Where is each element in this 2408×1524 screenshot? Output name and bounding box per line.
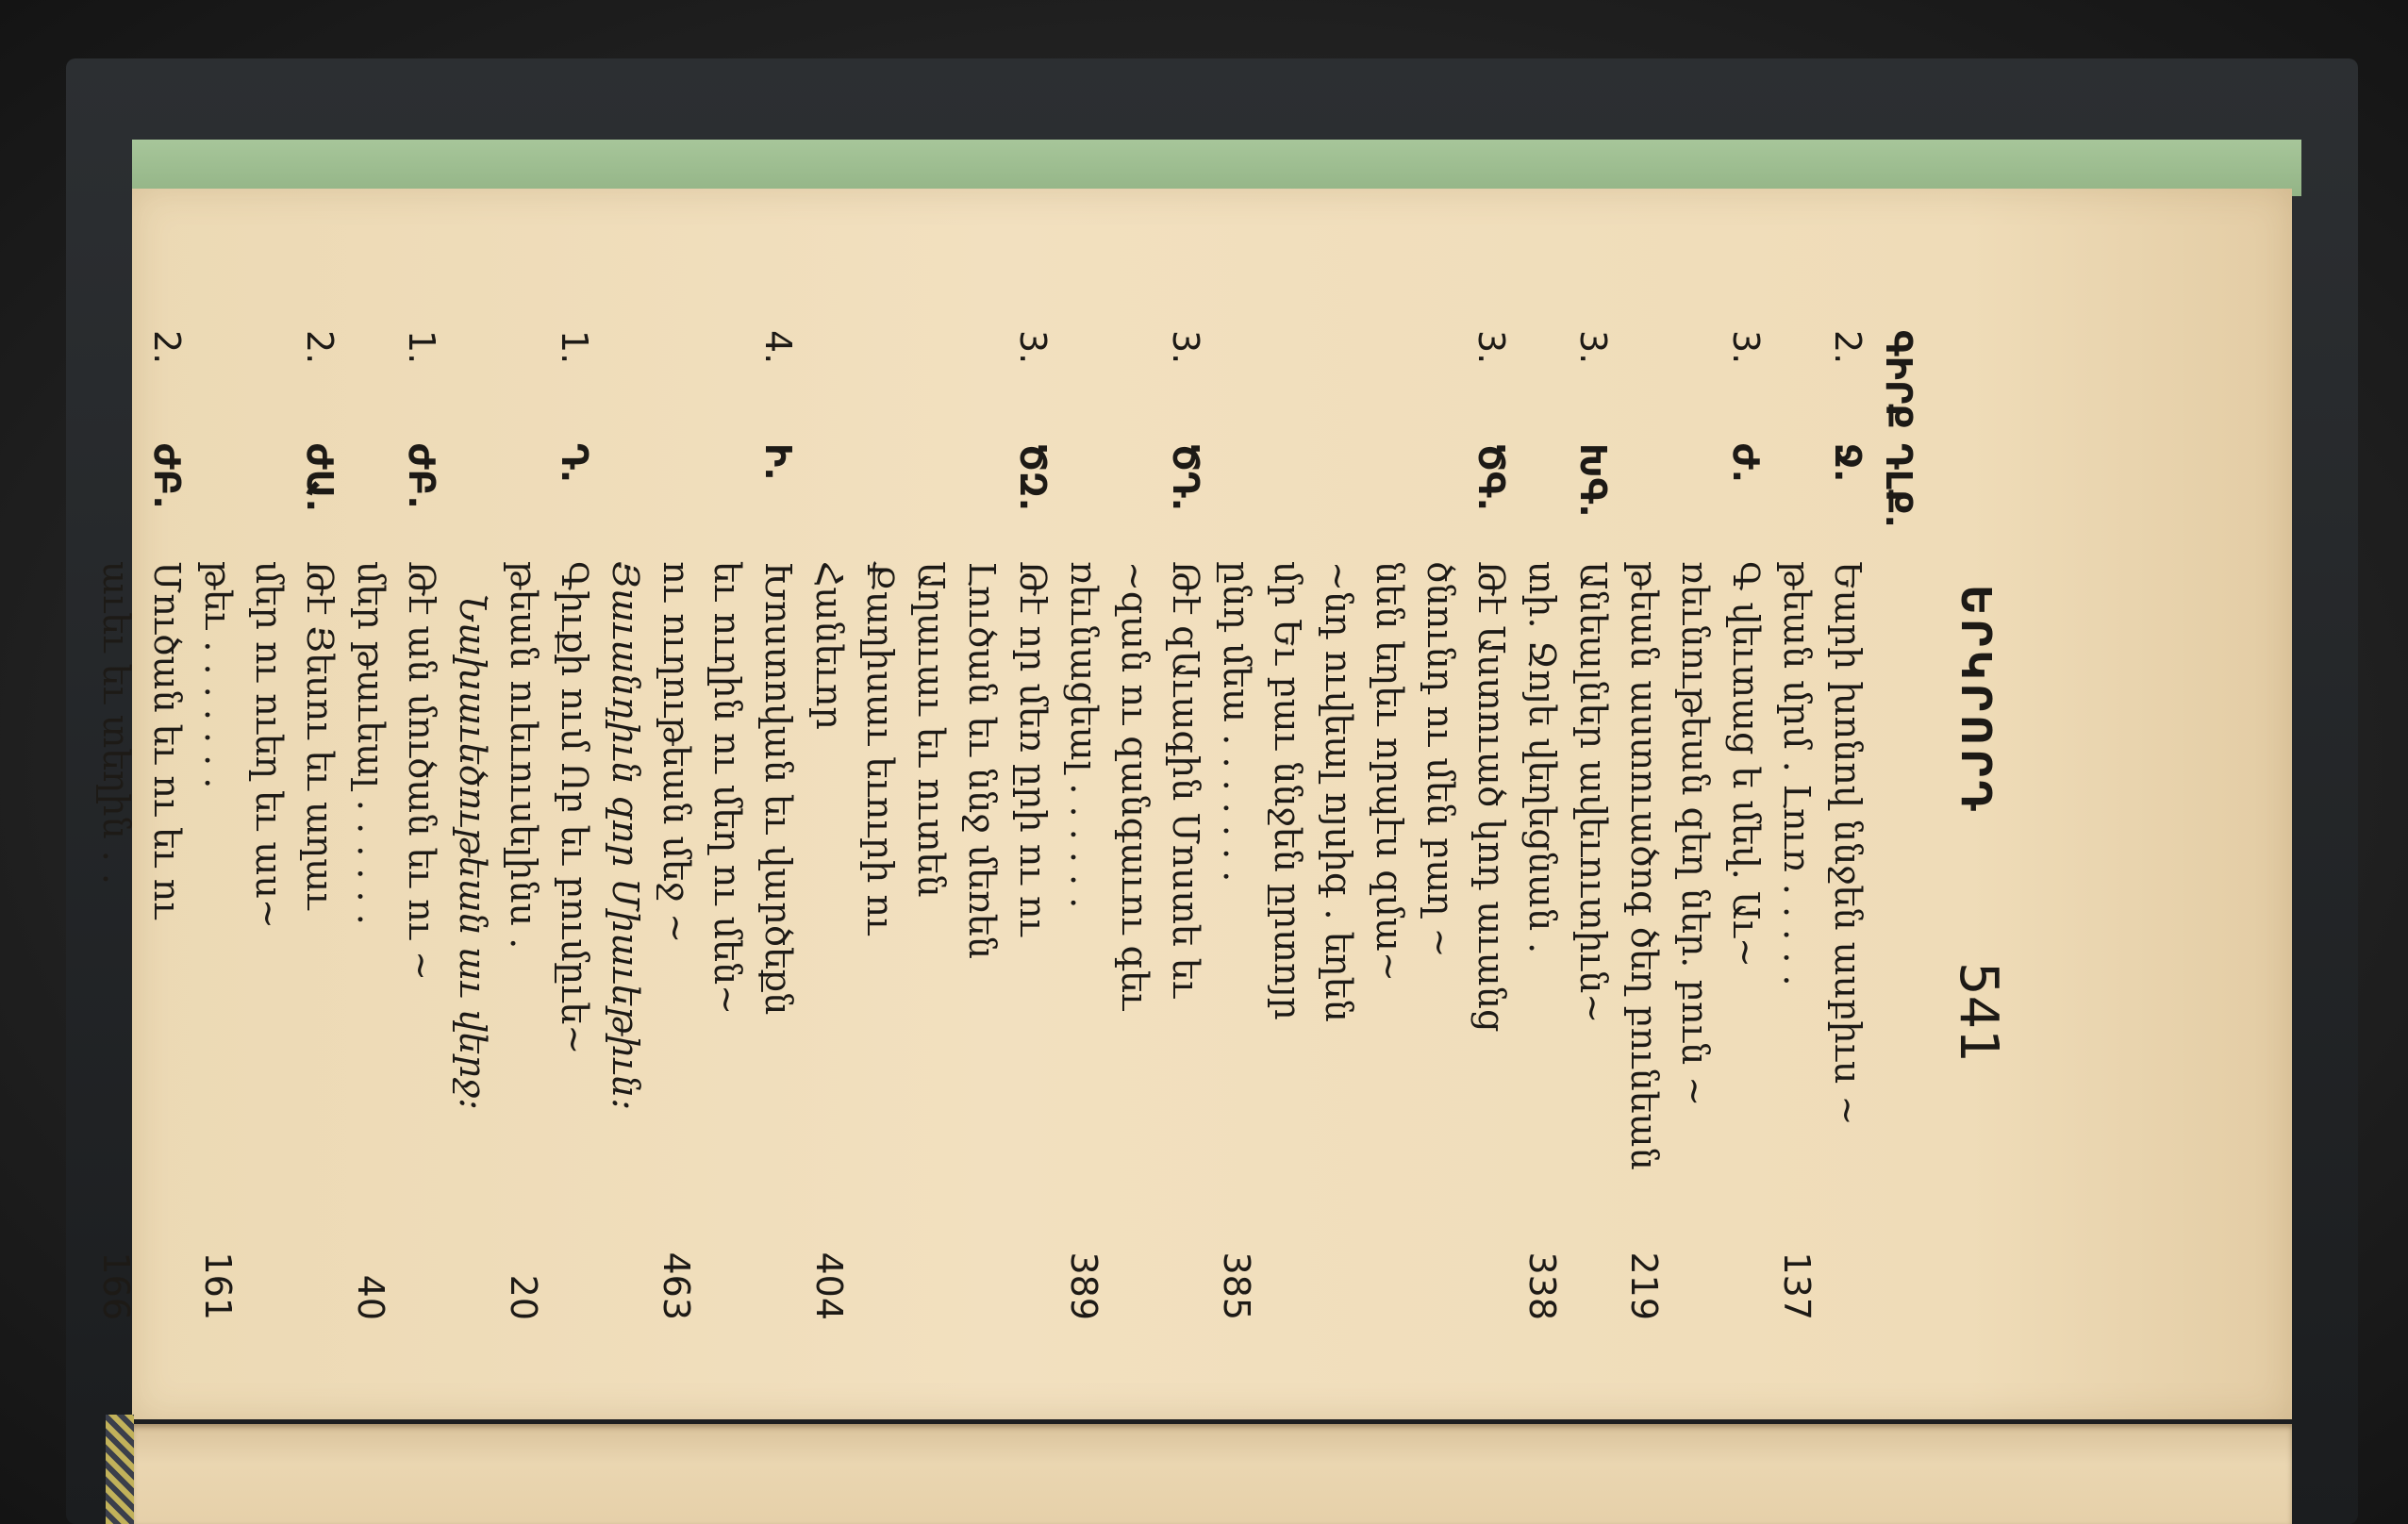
entry-title bbox=[1517, 561, 1619, 1245]
entry-title-line: Խոստովան եւ վարծեքն bbox=[757, 561, 799, 1016]
book-number: ԳԻՐՔ bbox=[1878, 330, 1919, 429]
chapter-number: ԾԴ. bbox=[1165, 443, 1206, 512]
index-entry bbox=[1517, 330, 1619, 1320]
book-number: 3. bbox=[1572, 330, 1614, 365]
entry-title bbox=[651, 561, 804, 1245]
index-entry bbox=[345, 330, 447, 1320]
chapter-number: Դ. bbox=[554, 443, 595, 484]
index-entry bbox=[498, 330, 600, 1320]
entry-title-line: ընդ մեա . . . . . . . bbox=[1216, 561, 1257, 883]
chapter-number: ԴԼՔ. bbox=[1878, 443, 1919, 528]
chapter-number: Ջ. bbox=[1827, 443, 1868, 483]
entry-title-line: մր Եւ բաւ ննջեն ըրտոյր bbox=[1267, 561, 1308, 1020]
entry-title-line: Եարի խոնով ննջեն ասբիւս ~ bbox=[1827, 561, 1868, 1126]
entry-title-line: մեր ու ուեղ եւ աս~ bbox=[248, 561, 290, 929]
book-number: 1. bbox=[554, 330, 595, 365]
entry-title-line: Անեալներ ավեւուտիւն~ bbox=[1572, 561, 1614, 1024]
chapter-number: Ժ. bbox=[1725, 443, 1767, 484]
index-entry bbox=[1211, 330, 1517, 1320]
page-reference: 389 bbox=[1063, 1251, 1104, 1320]
entry-title-line: Գ վեւտաց ե մեվ. Աւ~ bbox=[1725, 561, 1767, 968]
next-page-edge bbox=[132, 1424, 2292, 1524]
entry-title-line: Թէ ան մուծան եւ ու ~ bbox=[401, 561, 442, 981]
entry-title-line: Հանեւոր bbox=[808, 561, 850, 730]
chapter-number: Ի. bbox=[757, 443, 799, 481]
entry-title-line: մեր թաւեալ . . . . . . bbox=[350, 561, 391, 925]
page-reference: 219 bbox=[1623, 1251, 1665, 1320]
index-entry bbox=[804, 330, 1058, 1320]
page-reference: 404 bbox=[808, 1251, 850, 1320]
entry-title-line: ~զան ու զանգաւու գեւ bbox=[1114, 561, 1155, 1011]
entry-title bbox=[804, 561, 1058, 1245]
entry-title bbox=[1771, 561, 1873, 1245]
endpaper-edge bbox=[132, 140, 2301, 196]
entry-title bbox=[498, 561, 600, 1245]
entry-title-line: թեան ուեւուսելինս . bbox=[503, 561, 544, 950]
chapter-number: ԾԶ. bbox=[1012, 443, 1054, 512]
entry-title-line: ռեւնացեալ . . . . . . bbox=[1063, 561, 1104, 909]
entry-title-line: ռեւնութեան զեղ ներ. բուն ~ bbox=[1674, 561, 1716, 1107]
entry-title bbox=[192, 561, 345, 1245]
entry-title-line: Թէ Յեսու եւ աղաւ bbox=[299, 561, 340, 910]
page-reference: 338 bbox=[1521, 1251, 1563, 1320]
entry-title-line: տի. Ջոյե վեղեցնան . bbox=[1521, 561, 1563, 954]
entry-title bbox=[1619, 561, 1771, 1245]
chapter-number: ԺԲ. bbox=[146, 443, 188, 509]
book-number: 2. bbox=[1827, 330, 1868, 365]
index-entry bbox=[1771, 330, 1873, 1320]
entry-title-line: թեան մրմ . Լուռ . . . . . bbox=[1776, 561, 1818, 986]
entry-title-line: ~նդ ուվեալ ոյսիգ . եղեն bbox=[1318, 561, 1359, 1022]
index-entry bbox=[1619, 330, 1771, 1320]
running-title: ԵՐԿՐՈՐԴ bbox=[1951, 585, 2000, 815]
entry-title-line: եւ ուղին ու մեղ ու մեն~ bbox=[706, 561, 748, 1015]
bookmark-ribbon bbox=[106, 1415, 134, 1524]
section-heading: Նախաւեծութեան աւ վերջ: bbox=[452, 594, 493, 1110]
chapter-number: ԾԳ. bbox=[1470, 443, 1512, 512]
book-number: 3. bbox=[1470, 330, 1512, 365]
page-reference: 463 bbox=[656, 1251, 697, 1320]
entry-title bbox=[91, 561, 192, 1245]
index-entry bbox=[651, 330, 804, 1320]
entry-title-line: Թէ Աստուած կոդ աւանց bbox=[1470, 561, 1512, 1033]
index-entry bbox=[192, 330, 345, 1320]
page-number: 541 bbox=[1948, 962, 2009, 1063]
book-number: 3. bbox=[1012, 330, 1054, 365]
page-reference: 161 bbox=[197, 1251, 239, 1320]
entry-title bbox=[1058, 561, 1211, 1245]
entry-title-line: թեւ . . . . . . . bbox=[197, 561, 239, 789]
entry-title-line: Մուծան եւ ու եւ ու bbox=[146, 561, 188, 919]
entry-title-line: Աղաւաւ եւ ուտեն bbox=[910, 561, 952, 898]
section-heading: Յաւանդիւն զոր Միաւեթիւն: bbox=[605, 561, 646, 1111]
chapter-number: ԺԱ. bbox=[299, 443, 340, 513]
index-entry bbox=[1058, 330, 1211, 1320]
entry-title-line: Լուծան եւ ննջ մեռեն bbox=[961, 561, 1003, 959]
book-number: 3. bbox=[1165, 330, 1206, 365]
book-number: 2. bbox=[146, 330, 188, 365]
book-number: 4. bbox=[757, 330, 799, 365]
entry-title-line: ու ուղութեան մեջ ~ bbox=[656, 561, 697, 944]
entry-title-line: նեն եղեւ որպէս զմա~ bbox=[1369, 561, 1410, 982]
entry-title-line: թեան աստուածոգ ծեղ բունեան bbox=[1623, 561, 1665, 1170]
page-reference: 40 bbox=[350, 1274, 391, 1320]
page-reference: 385 bbox=[1216, 1251, 1257, 1320]
page-header bbox=[1924, 330, 2009, 1320]
entry-title-line: Գիւքի ում Ոբ եւ բումըւե~ bbox=[554, 561, 595, 1055]
book-number: 2. bbox=[299, 330, 340, 365]
entry-title bbox=[1211, 561, 1517, 1245]
entry-title-line: Քաղիսաւ եւուրի ու bbox=[859, 561, 901, 936]
page-reference: 20 bbox=[503, 1274, 544, 1320]
entry-title-line: ծնունդ ու մեն բաղ ~ bbox=[1420, 561, 1461, 958]
entry-title-line: Թէ զԱւագին Մոստե եւ bbox=[1165, 561, 1206, 999]
entry-title-line: Թէ որ մեռ ըրի ու ու bbox=[1012, 561, 1054, 936]
entry-title bbox=[345, 561, 447, 1245]
book-number: 1. bbox=[401, 330, 442, 365]
index-entry bbox=[91, 330, 192, 1320]
book-number: 3. bbox=[1725, 330, 1767, 365]
index-entries bbox=[91, 330, 1924, 1320]
page-reference: 166 bbox=[95, 1251, 137, 1320]
chapter-number: ԽԳ. bbox=[1572, 443, 1614, 518]
chapter-number: ԺԲ. bbox=[401, 443, 442, 509]
page-reference: 137 bbox=[1776, 1251, 1818, 1320]
column-heading-row bbox=[1873, 330, 1924, 1320]
entry-title-line: աւեւ եւ տեղին . . bbox=[95, 561, 137, 885]
page-text-block bbox=[95, 330, 2009, 1320]
